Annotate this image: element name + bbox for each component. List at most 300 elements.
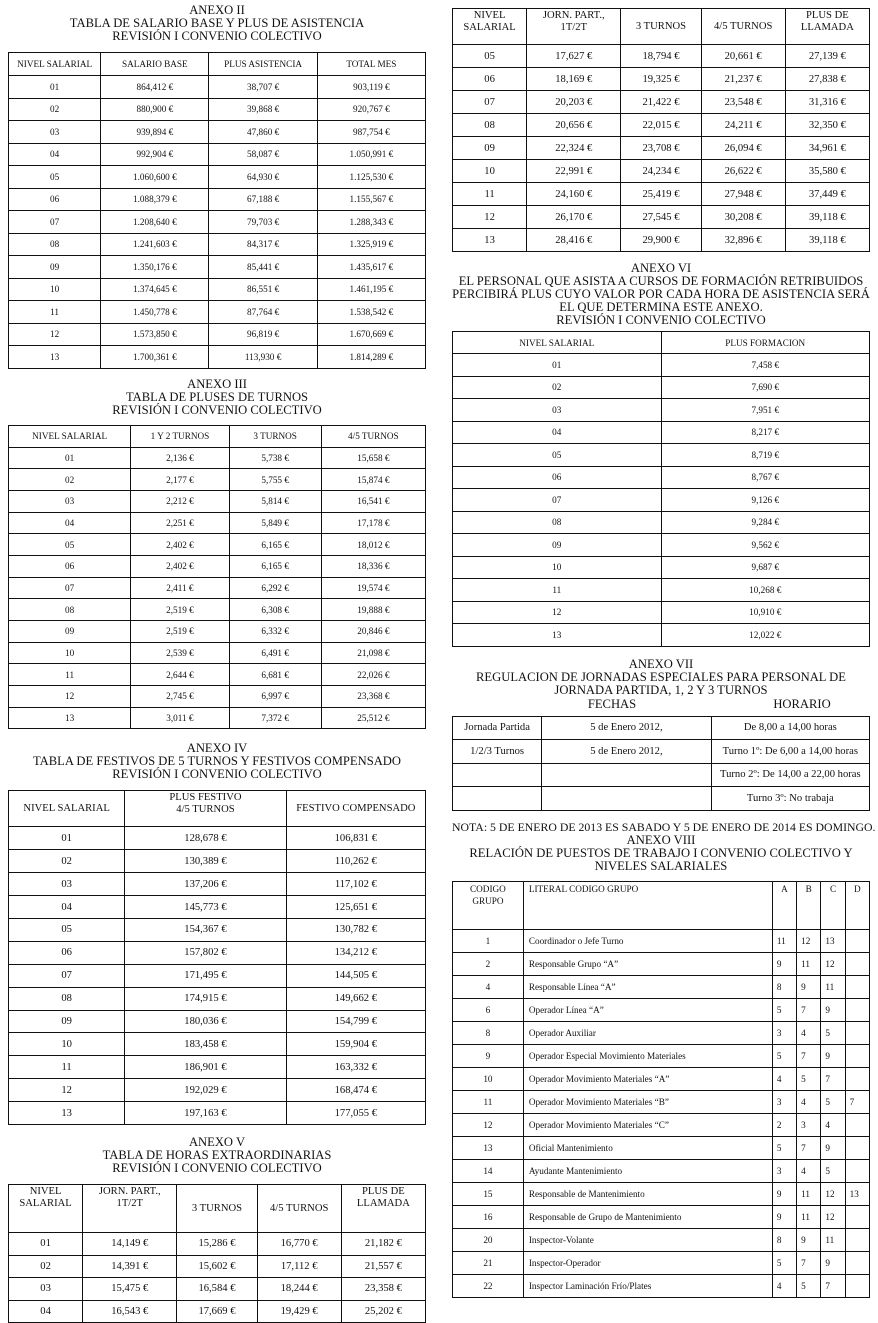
table-cell: 23,368 € <box>321 686 425 708</box>
table-cell: 11 <box>453 579 662 602</box>
table-cell: 25,512 € <box>321 707 425 729</box>
column-header: JORN. PART., 1T/2T <box>527 9 621 45</box>
table-row <box>453 998 870 1021</box>
table-cell: 2,745 € <box>131 686 229 708</box>
table-cell: 7 <box>797 1044 821 1067</box>
anexo-vii-title: ANEXO VII REGULACION DE JORNADAS ESPECIALES PARA PERSONAL DE JORNADA PARTIDA, 1, 2 Y 3 TURNOS <box>476 656 846 697</box>
table-cell: 2,212 € <box>131 490 229 512</box>
table-cell: 06 <box>9 555 131 577</box>
table-cell: 192,029 € <box>125 1079 286 1102</box>
table-cell: 1.088,379 € <box>101 188 209 211</box>
column-header: 1 Y 2 TURNOS <box>131 425 229 447</box>
table-cell: 7 <box>797 998 821 1021</box>
table-cell: 96,819 € <box>209 323 317 346</box>
table-cell: 27,838 € <box>785 68 869 91</box>
table-cell: 03 <box>9 490 131 512</box>
table-cell: 09 <box>9 1010 125 1033</box>
table-cell: 11 <box>797 1205 821 1228</box>
table-cell: 5 <box>772 1251 796 1274</box>
table-cell: 9,126 € <box>661 489 870 512</box>
table-cell: 11 <box>772 929 796 952</box>
table-cell: 08 <box>453 114 527 137</box>
table-cell: 154,799 € <box>286 1010 425 1033</box>
table-cell: 2 <box>453 952 524 975</box>
table-cell: 26,094 € <box>701 137 785 160</box>
table-row <box>9 469 426 491</box>
table-cell: 17,669 € <box>177 1300 257 1323</box>
table-header-row <box>453 881 870 929</box>
table-cell: 8 <box>453 1021 524 1044</box>
table-row <box>453 1159 870 1182</box>
table-cell: 26,170 € <box>527 206 621 229</box>
table-cell: 5 de Enero 2012, <box>542 716 711 740</box>
table-cell: 6 <box>453 998 524 1021</box>
column-header: 4/5 TURNOS <box>257 1185 341 1233</box>
table-cell: 16 <box>453 1205 524 1228</box>
table-cell: 183,458 € <box>125 1033 286 1056</box>
table-cell: 137,206 € <box>125 873 286 896</box>
table-cell: 16,543 € <box>83 1300 177 1323</box>
table-row <box>9 599 426 621</box>
table-cell: 6,332 € <box>229 621 321 643</box>
table-cell: 05 <box>9 534 131 556</box>
table-cell: 11 <box>9 664 131 686</box>
table-cell: 19,325 € <box>621 68 701 91</box>
table-cell: 03 <box>9 1278 83 1301</box>
table-cell: 3 <box>772 1090 796 1113</box>
table-cell <box>542 763 711 787</box>
table-cell: 7 <box>821 1067 845 1090</box>
anexo-vii-subheader <box>452 698 870 711</box>
table-row <box>453 183 870 206</box>
column-header: SALARIO BASE <box>101 53 209 76</box>
table-cell: 7 <box>797 1136 821 1159</box>
horario-label: HORARIO <box>773 696 831 711</box>
column-header: JORN. PART., 1T/2T <box>83 1185 177 1233</box>
table-cell <box>542 787 711 811</box>
anexo-iv-table <box>8 790 426 1125</box>
table-cell: 154,367 € <box>125 919 286 942</box>
table-row <box>9 664 426 686</box>
table-cell: 10 <box>453 160 527 183</box>
table-row <box>9 941 426 964</box>
table-cell: 110,262 € <box>286 850 425 873</box>
table-cell: 17,178 € <box>321 512 425 534</box>
table-row <box>9 1056 426 1079</box>
table-cell: 04 <box>9 1300 83 1323</box>
table-row <box>9 1233 426 1256</box>
table-cell: 8,217 € <box>661 421 870 444</box>
table-cell: 08 <box>9 599 131 621</box>
table-cell: Turno 2º: De 14,00 a 22,00 horas <box>711 763 869 787</box>
table-cell: 7,458 € <box>661 354 870 377</box>
table-cell: 15 <box>453 1182 524 1205</box>
table-cell: 07 <box>9 211 101 234</box>
table-cell: 85,441 € <box>209 256 317 279</box>
table-cell: 2,411 € <box>131 577 229 599</box>
table-header-row <box>453 332 870 354</box>
table-cell: 12 <box>821 1182 845 1205</box>
table-cell: 130,389 € <box>125 850 286 873</box>
table-cell: 12 <box>821 1205 845 1228</box>
table-cell: 01 <box>9 1233 83 1256</box>
table-cell: 9 <box>821 998 845 1021</box>
table-cell: 987,754 € <box>317 121 425 144</box>
table-cell: 21,237 € <box>701 68 785 91</box>
column-header: D <box>845 881 869 929</box>
table-cell: 24,211 € <box>701 114 785 137</box>
table-row <box>453 421 870 444</box>
table-cell: Inspector Laminación Frío/Plates <box>523 1274 772 1297</box>
table-row <box>453 1205 870 1228</box>
table-cell: 12 <box>453 206 527 229</box>
table-row <box>453 206 870 229</box>
table-cell: 177,055 € <box>286 1102 425 1125</box>
table-cell: 2,177 € <box>131 469 229 491</box>
table-cell: 16,541 € <box>321 490 425 512</box>
table-cell: 6,165 € <box>229 534 321 556</box>
table-row <box>9 987 426 1010</box>
table-cell: 24,234 € <box>621 160 701 183</box>
anexo-v-title: ANEXO V TABLA DE HORAS EXTRAORDINARIAS REVISIÓN I CONVENIO COLECTIVO <box>102 1135 332 1176</box>
column-header: B <box>797 881 821 929</box>
column-header: PLUS FESTIVO 4/5 TURNOS <box>125 791 286 827</box>
table-cell: 1.374,645 € <box>101 278 209 301</box>
table-cell: 6,292 € <box>229 577 321 599</box>
anexo-ii-title: ANEXO II TABLA DE SALARIO BASE Y PLUS DE ASISTENCIA REVISIÓN I CONVENIO COLECTIVO <box>69 3 365 43</box>
table-cell: 03 <box>9 873 125 896</box>
table-cell: 87,764 € <box>209 301 317 324</box>
table-cell: 1.435,617 € <box>317 256 425 279</box>
table-cell: 9 <box>453 1044 524 1067</box>
table-cell: 02 <box>9 850 125 873</box>
table-cell: 2,251 € <box>131 512 229 534</box>
table-cell <box>845 975 869 998</box>
table-cell: 22,991 € <box>527 160 621 183</box>
table-row <box>9 98 426 121</box>
table-row <box>453 763 870 787</box>
table-cell: 08 <box>9 233 101 256</box>
table-cell: 47,860 € <box>209 121 317 144</box>
table-cell: 08 <box>453 511 662 534</box>
table-cell: 06 <box>9 941 125 964</box>
table-header-row <box>453 9 870 45</box>
column-header: NIVEL SALARIAL <box>9 1185 83 1233</box>
table-row <box>453 68 870 91</box>
table-cell: 05 <box>9 919 125 942</box>
table-cell: 2,539 € <box>131 642 229 664</box>
table-cell: 14 <box>453 1159 524 1182</box>
table-row <box>453 511 870 534</box>
table-cell: 14,149 € <box>83 1233 177 1256</box>
table-cell: 7,951 € <box>661 399 870 422</box>
table-cell: 23,358 € <box>341 1278 425 1301</box>
table-cell: 58,087 € <box>209 143 317 166</box>
table-cell: 149,662 € <box>286 987 425 1010</box>
table-row <box>9 577 426 599</box>
table-cell: 11 <box>821 975 845 998</box>
table-cell: 02 <box>9 469 131 491</box>
anexo-viii-table <box>452 881 870 1298</box>
table-cell: 1.208,640 € <box>101 211 209 234</box>
table-cell: 10 <box>453 556 662 579</box>
table-cell: 21,182 € <box>341 1233 425 1256</box>
table-row <box>9 211 426 234</box>
table-cell: 79,703 € <box>209 211 317 234</box>
table-cell: 15,874 € <box>321 469 425 491</box>
table-cell: Responsable de Grupo de Mantenimiento <box>523 1205 772 1228</box>
table-cell: 20,661 € <box>701 45 785 68</box>
table-row <box>9 964 426 987</box>
table-cell: 1.060,600 € <box>101 166 209 189</box>
table-cell: Responsable Línea “A” <box>523 975 772 998</box>
table-cell: 10 <box>9 278 101 301</box>
table-cell: 1.050,991 € <box>317 143 425 166</box>
table-cell: 11 <box>797 1182 821 1205</box>
table-cell: 9 <box>797 975 821 998</box>
table-row <box>453 376 870 399</box>
table-cell: 21 <box>453 1251 524 1274</box>
table-cell: 04 <box>9 143 101 166</box>
table-cell: 5,755 € <box>229 469 321 491</box>
table-cell: 18,336 € <box>321 555 425 577</box>
anexo-viii-title: ANEXO VIII RELACIÓN DE PUESTOS DE TRABAJO I CONVENIO COLECTIVO Y NIVELES SALARIALES <box>469 832 853 873</box>
table-row <box>9 1278 426 1301</box>
column-header: 3 TURNOS <box>621 9 701 45</box>
table-cell: 2,519 € <box>131 599 229 621</box>
table-cell: 15,286 € <box>177 1233 257 1256</box>
table-row <box>453 444 870 467</box>
table-cell: 20,656 € <box>527 114 621 137</box>
table-cell: 4 <box>797 1159 821 1182</box>
table-cell: 13 <box>453 229 527 252</box>
table-cell: 07 <box>453 91 527 114</box>
table-cell: 06 <box>453 466 662 489</box>
table-cell: 22,026 € <box>321 664 425 686</box>
table-cell: 1 <box>453 929 524 952</box>
table-cell: Operador Auxiliar <box>523 1021 772 1044</box>
table-cell: 197,163 € <box>125 1102 286 1125</box>
table-cell: 7,372 € <box>229 707 321 729</box>
table-row <box>453 1228 870 1251</box>
table-cell: 128,678 € <box>125 827 286 850</box>
table-row <box>453 787 870 811</box>
table-cell: 1.241,603 € <box>101 233 209 256</box>
table-row <box>9 642 426 664</box>
table-cell: 8 <box>772 1228 796 1251</box>
table-cell: 27,948 € <box>701 183 785 206</box>
column-header: FESTIVO COMPENSADO <box>286 791 425 827</box>
table-cell: 15,602 € <box>177 1255 257 1278</box>
table-cell: 9 <box>772 1205 796 1228</box>
table-row <box>9 256 426 279</box>
table-cell: 18,794 € <box>621 45 701 68</box>
table-cell: 35,580 € <box>785 160 869 183</box>
table-cell: 4 <box>453 975 524 998</box>
table-cell: 14,391 € <box>83 1255 177 1278</box>
table-cell <box>845 1251 869 1274</box>
table-row <box>9 278 426 301</box>
table-cell: Operador Línea “A” <box>523 998 772 1021</box>
table-cell: 992,904 € <box>101 143 209 166</box>
table-cell: 9 <box>821 1044 845 1067</box>
table-cell: 09 <box>453 137 527 160</box>
table-cell <box>845 1044 869 1067</box>
table-cell: 9 <box>797 1228 821 1251</box>
table-cell: 2,402 € <box>131 534 229 556</box>
table-cell: 10,268 € <box>661 579 870 602</box>
table-cell: Ayudante Mantenimiento <box>523 1159 772 1182</box>
table-cell: 5 <box>772 1136 796 1159</box>
table-cell: 07 <box>9 577 131 599</box>
anexo-vii-note: NOTA: 5 DE ENERO DE 2013 ES SABADO Y 5 DE ENERO DE 2014 ES DOMINGO. <box>452 819 876 834</box>
table-cell: 1.700,361 € <box>101 346 209 369</box>
table-cell: 11 <box>9 301 101 324</box>
table-cell: 20 <box>453 1228 524 1251</box>
table-cell: 11 <box>821 1228 845 1251</box>
table-cell: 3 <box>772 1159 796 1182</box>
table-row <box>9 555 426 577</box>
table-cell: 1.155,567 € <box>317 188 425 211</box>
table-row <box>453 1251 870 1274</box>
anexo-vi-table <box>452 331 870 647</box>
table-cell: 20,203 € <box>527 91 621 114</box>
table-row <box>9 233 426 256</box>
table-row <box>9 447 426 469</box>
table-cell: 10 <box>9 1033 125 1056</box>
table-cell: 880,900 € <box>101 98 209 121</box>
table-row <box>9 827 426 850</box>
table-cell: 4 <box>797 1021 821 1044</box>
table-cell: 1.288,343 € <box>317 211 425 234</box>
table-cell: 134,212 € <box>286 941 425 964</box>
table-cell: 1.573,850 € <box>101 323 209 346</box>
table-cell: 117,102 € <box>286 873 425 896</box>
table-cell: 159,904 € <box>286 1033 425 1056</box>
table-cell: 5 <box>772 998 796 1021</box>
table-row <box>453 1136 870 1159</box>
table-row <box>453 137 870 160</box>
table-cell: 1.461,195 € <box>317 278 425 301</box>
table-cell: 32,896 € <box>701 229 785 252</box>
table-cell: 13 <box>821 929 845 952</box>
table-cell: 31,316 € <box>785 91 869 114</box>
table-cell: 4 <box>772 1274 796 1297</box>
column-header: LITERAL CODIGO GRUPO <box>523 881 772 929</box>
table-cell: 18,012 € <box>321 534 425 556</box>
table-cell: Oficial Mantenimiento <box>523 1136 772 1159</box>
table-cell: 920,767 € <box>317 98 425 121</box>
table-row <box>9 873 426 896</box>
table-cell: 22 <box>453 1274 524 1297</box>
table-row <box>9 166 426 189</box>
table-cell: 01 <box>453 354 662 377</box>
table-cell: 5 <box>797 1274 821 1297</box>
table-cell: 09 <box>9 621 131 643</box>
column-header: NIVEL SALARIAL <box>453 332 662 354</box>
table-cell: 12 <box>9 323 101 346</box>
table-cell <box>845 1136 869 1159</box>
table-header-row <box>9 791 426 827</box>
table-header-row <box>9 425 426 447</box>
table-cell: 5,814 € <box>229 490 321 512</box>
table-cell: 06 <box>453 68 527 91</box>
column-header: PLUS FORMACION <box>661 332 870 354</box>
table-cell: 28,416 € <box>527 229 621 252</box>
table-cell: 106,831 € <box>286 827 425 850</box>
table-cell: 01 <box>9 827 125 850</box>
table-cell <box>845 1067 869 1090</box>
table-cell: 04 <box>9 896 125 919</box>
table-row <box>9 76 426 99</box>
table-cell: 1.325,919 € <box>317 233 425 256</box>
table-row <box>9 919 426 942</box>
table-cell: 2,402 € <box>131 555 229 577</box>
table-row <box>9 534 426 556</box>
table-cell: 07 <box>9 964 125 987</box>
table-row <box>453 160 870 183</box>
table-cell: 2,136 € <box>131 447 229 469</box>
table-cell: 9 <box>821 1136 845 1159</box>
table-cell: 4 <box>772 1067 796 1090</box>
table-row <box>453 1090 870 1113</box>
table-cell: 86,551 € <box>209 278 317 301</box>
table-cell: 39,868 € <box>209 98 317 121</box>
table-cell: 8,719 € <box>661 444 870 467</box>
table-cell: 01 <box>9 76 101 99</box>
table-row <box>453 45 870 68</box>
table-cell: Operador Movimiento Materiales “A” <box>523 1067 772 1090</box>
table-cell: 09 <box>9 256 101 279</box>
column-header: TOTAL MES <box>317 53 425 76</box>
table-cell: 4 <box>821 1113 845 1136</box>
right-column <box>452 0 876 1298</box>
table-cell: 21,098 € <box>321 642 425 664</box>
table-cell: 9,687 € <box>661 556 870 579</box>
table-cell: Operador Movimiento Materiales “C” <box>523 1113 772 1136</box>
table-row <box>9 896 426 919</box>
table-cell: Responsable de Mantenimiento <box>523 1182 772 1205</box>
column-header: C <box>821 881 845 929</box>
table-cell: 12 <box>797 929 821 952</box>
table-header-row <box>9 53 426 76</box>
table-cell: 26,622 € <box>701 160 785 183</box>
table-cell <box>845 1159 869 1182</box>
table-cell: 145,773 € <box>125 896 286 919</box>
table-cell: 3 <box>797 1113 821 1136</box>
table-cell: 8 <box>772 975 796 998</box>
table-header-row <box>9 1185 426 1233</box>
table-cell: Operador Especial Movimiento Materiales <box>523 1044 772 1067</box>
table-cell: 02 <box>9 98 101 121</box>
table-cell: 1.538,542 € <box>317 301 425 324</box>
table-cell <box>845 1113 869 1136</box>
anexo-iv-title: ANEXO IV TABLA DE FESTIVOS DE 5 TURNOS Y FESTIVOS COMPENSADO REVISIÓN I CONVENIO COLECTIVO <box>33 741 401 782</box>
table-cell: 130,782 € <box>286 919 425 942</box>
table-row <box>453 1182 870 1205</box>
column-header: 4/5 TURNOS <box>701 9 785 45</box>
table-row <box>453 975 870 998</box>
table-cell: 18,169 € <box>527 68 621 91</box>
column-header: A <box>772 881 796 929</box>
table-cell: 2,519 € <box>131 621 229 643</box>
column-header: 3 TURNOS <box>177 1185 257 1233</box>
anexo-v-table <box>8 1184 426 1323</box>
table-cell: 05 <box>453 444 662 467</box>
anexo-vii-table <box>452 716 870 811</box>
anexo-iii-title: ANEXO III TABLA DE PLUSES DE TURNOS REVISIÓN I CONVENIO COLECTIVO <box>112 376 322 417</box>
table-cell: 163,332 € <box>286 1056 425 1079</box>
